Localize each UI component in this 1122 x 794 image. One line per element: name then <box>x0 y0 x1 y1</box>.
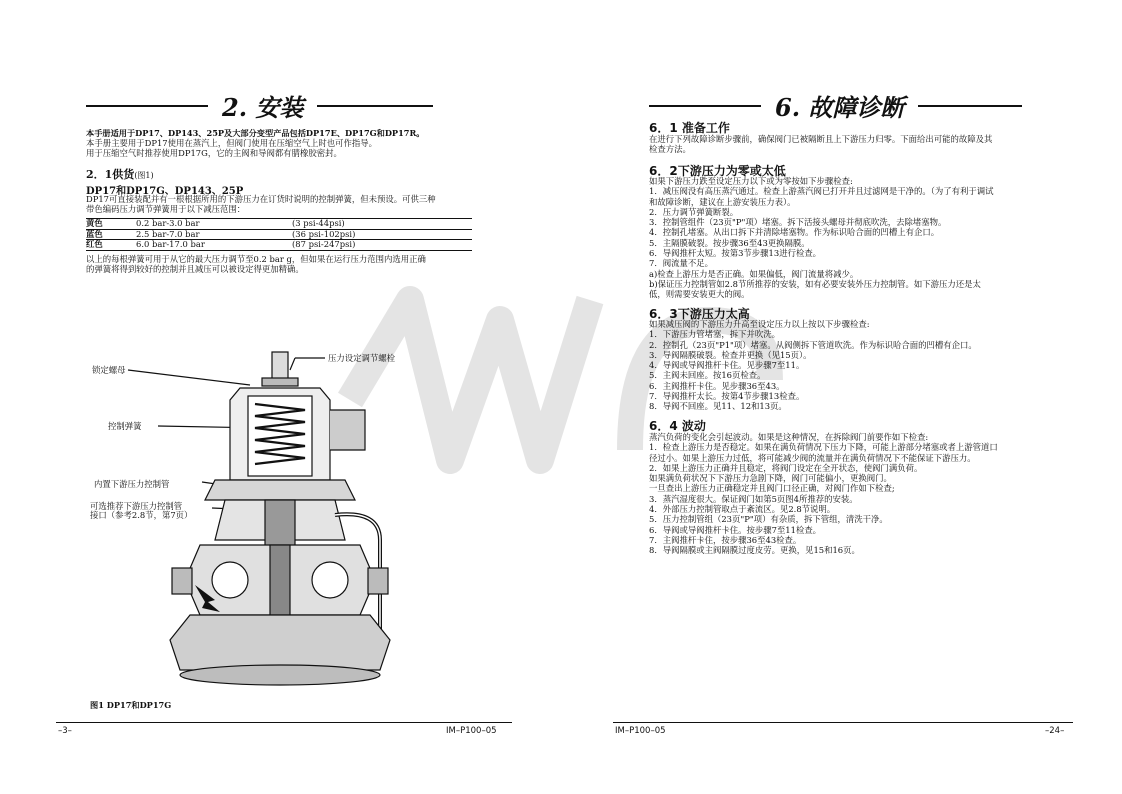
spring-psi: (87 psi-247psi) <box>292 239 356 249</box>
text-line: a)检查上游压力是否正确。如果偏低，阀门流量将减少。 <box>649 268 859 279</box>
text-line: 6．导阀或导阀推杆卡住。按步骤7至11检查。 <box>649 524 822 535</box>
text-line: 5．主阀未回座。按16页检查。 <box>649 370 766 381</box>
text-line: 6．主阀推杆卡住。见步骤36至43。 <box>649 380 785 391</box>
text-line: 3．控制管组件（23页"P"项）堵塞。拆下活接头螺母并彻底吹洗，去除堵塞物。 <box>649 217 947 228</box>
label-optional-pipe-2: 接口（参考2.8节，第7页） <box>90 510 193 520</box>
after-line-1: 以上的每根弹簧可用于从它的最大压力调节至0.2 bar g，但如果在运行压力范围内选用正确 <box>86 254 426 264</box>
spring-psi: (3 psi-44psi) <box>292 218 345 228</box>
text-line: 1．下游压力管堵塞，拆下并吹洗。 <box>649 329 780 340</box>
section-2-1-fig-ref: (图1) <box>134 171 154 180</box>
text-line: 4．外部压力控制管取点于紊流区。见2.8节说明。 <box>649 504 836 515</box>
right-heading <box>649 88 1037 123</box>
right-heading-text: 6. 故障诊断 <box>775 93 905 122</box>
label-adjust-bolt: 压力设定调节螺栓 <box>328 353 395 363</box>
section-6-3-title: 6．3下游压力太高 <box>649 307 750 321</box>
text-line: 如果下游压力跌至设定压力以下或为零按如下步骤检查: <box>649 176 853 186</box>
intro-bold: 本手册适用于DP17、DP143、25P及大部分变型产品包括DP17E、DP17G和DP17R。 <box>86 128 425 138</box>
footer-doc-code: IM–P100–05 <box>615 726 666 736</box>
spring-color: 红色 <box>86 239 103 249</box>
spring-psi: (36 psi-102psi) <box>292 228 356 239</box>
text-line: 2．如果上游压力正确并且稳定，将阀门设定在全开状态，使阀门满负荷。 <box>649 462 923 473</box>
heading-rule-left <box>86 105 208 107</box>
footer-page-number: –3– <box>58 726 72 736</box>
spring-range: 0.2 bar-3.0 bar <box>136 218 200 228</box>
left-heading-text: 2. 安装 <box>222 93 304 122</box>
text-line: 2．控制孔（23页"P1"项）堵塞。从阀侧拆下管道吹洗。作为标识哈合面的凹槽有企口。 <box>649 339 977 350</box>
right-page <box>561 0 1122 794</box>
text-line: 6．导阀推杆太短。按第3节步骤13进行检查。 <box>649 248 822 259</box>
section-6-1-title: 6．1 准备工作 <box>649 121 730 135</box>
heading-rule-right <box>918 105 1022 107</box>
section-6-3-body <box>649 319 977 412</box>
text-line: 在进行下列故障诊断步骤前，确保阀门已被隔断且上下游压力归零。下面给出可能的故障及其 <box>649 134 993 144</box>
spring-color: 蓝色 <box>86 228 103 239</box>
spring-range: 6.0 bar-17.0 bar <box>136 239 205 249</box>
text-line: 一旦查出上游压力正确稳定并且阀门口径正确，对阀门作如下检查; <box>649 483 895 494</box>
text-line: 4．控制孔堵塞。从出口拆下并清除堵塞物。作为标识哈合面的凹槽上有企口。 <box>649 227 940 238</box>
text-line: 2．压力调节弹簧断裂。 <box>649 206 739 217</box>
table-row <box>86 240 472 251</box>
text-line: 如果满负荷状况下下游压力急剧下降，阀门可能偏小，更换阀门。 <box>649 473 892 484</box>
section-6-4-body <box>649 432 998 556</box>
left-heading <box>86 88 474 123</box>
footer-page-number: –24– <box>1045 726 1065 736</box>
table-row <box>86 219 472 230</box>
desc-line-1: DP17可直接装配并有一根根据所用的下游压力在订货时说明的控制弹簧，但未预设。可供三种 <box>86 194 436 204</box>
section-6-4-title: 6．4 波动 <box>649 419 706 433</box>
text-line: 8．导阀隔膜或主阀隔膜过度皮劳。更换，见15和16页。 <box>649 545 860 556</box>
after-line-2: 的弹簧将得到较好的控制并且减压可以被设定得更加精确。 <box>86 264 304 274</box>
text-line: 检查方法。 <box>649 144 691 155</box>
label-control-spring: 控制弹簧 <box>108 421 142 431</box>
desc-line-2: 带色编码压力调节弹簧用于以下减压范围： <box>86 204 246 214</box>
text-line: 径过小。如果上游压力过低，将可能减少阀的流量并在满负荷情况下不能保证下游压力。 <box>649 452 976 463</box>
text-line: 1．检查上游压力是否稳定。如果在满负荷情况下压力下降，可能上游部分堵塞或者上游管道口 <box>649 442 998 453</box>
sub-title: DP17和DP17G、DP143、25P <box>86 186 244 197</box>
text-line: 4．导阀或导阀推杆卡住。见步骤7至11。 <box>649 360 805 371</box>
text-line: 蒸汽负荷的变化会引起波动。如果是这种情况，在拆除阀门前要作如下检查: <box>649 432 929 442</box>
spring-range: 2.5 bar-7.0 bar <box>136 228 200 239</box>
heading-rule-left <box>649 105 761 107</box>
section-6-2-body <box>649 176 994 300</box>
section-2-1-title-text: 2．1供货 <box>86 168 135 181</box>
text-line: 7．阀流量不足。 <box>649 258 713 269</box>
label-lock-nut: 锁定螺母 <box>92 365 126 375</box>
heading-rule-right <box>317 105 433 107</box>
intro-line-2: 用于压缩空气时推荐使用DP17G，它的主阀和导阀都有腈橡胶密封。 <box>86 148 342 158</box>
figure-caption: 图1 DP17和DP17G <box>90 700 172 710</box>
intro-line-1: 本手册主要用于DP17使用在蒸汽上，但阀门使用在压缩空气上时也可作指导。 <box>86 138 378 148</box>
text-line: 5．压力控制管组（23页"P"项）有杂质，拆下管组，清洗干净。 <box>649 514 888 525</box>
text-line: 5．主隔膜破裂。按步骤36至43更换隔膜。 <box>649 237 810 248</box>
text-line: 3．蒸汽湿度很大。保证阀门如第5页图4所推荐的安装。 <box>649 493 858 504</box>
section-6-1-body <box>649 134 992 155</box>
footer-rule <box>56 722 512 723</box>
text-line: 如果减压阀的下游压力升高至设定压力以上按以下步骤检查: <box>649 319 870 329</box>
text-line: b)保证压力控制管如2.8节所推荐的安装，如有必要安装外压力控制管。如下游压力还是太 <box>649 278 981 289</box>
text-line: 和故障诊断，建议在上游安装压力表）。 <box>649 196 796 207</box>
label-optional-pipe-1: 可选推荐下游压力控制管 <box>90 501 183 511</box>
text-line: 低，则需要安装更大的阀。 <box>649 289 750 300</box>
text-line: 7．导阀推杆太长。按第4节步骤13检查。 <box>649 391 805 402</box>
section-6-2-title: 6．2下游压力为零或太低 <box>649 164 786 178</box>
text-line: 3．导阀隔膜破裂。检查并更换（见15页）。 <box>649 349 812 360</box>
footer-doc-code: IM–P100–05 <box>446 726 497 736</box>
text-line: 7．主阀推杆卡住，按步骤36至43检查。 <box>649 534 802 545</box>
table-row <box>86 229 472 240</box>
spring-table <box>86 218 472 251</box>
text-line: 1．减压阀没有高压蒸汽通过。检查上游蒸汽阀已打开并且过滤网是干净的。（为了有利于调试 <box>649 186 994 197</box>
spring-color: 黄色 <box>86 218 103 228</box>
footer-rule <box>613 722 1073 723</box>
label-internal-pipe: 内置下游压力控制管 <box>94 479 170 489</box>
section-2-1-title <box>86 166 154 182</box>
text-line: 8．导阀不回座。见11、12和13页。 <box>649 401 787 412</box>
